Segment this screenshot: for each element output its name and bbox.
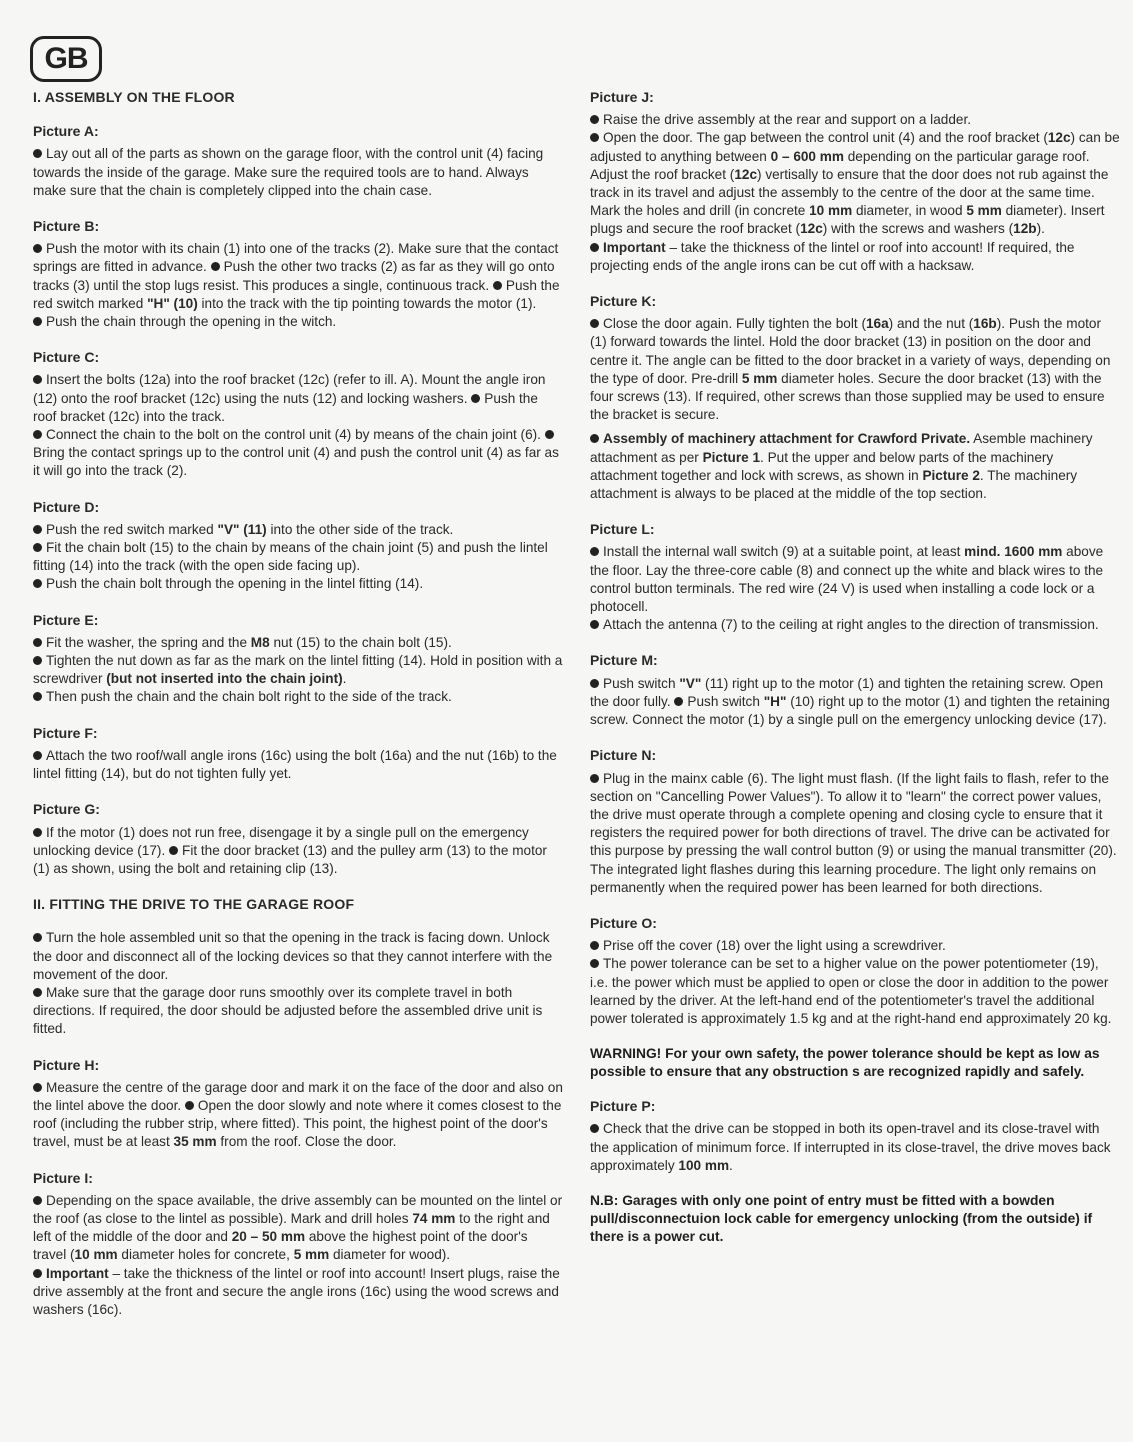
picture-b-title: Picture B: (33, 218, 100, 235)
bullet-icon (493, 281, 502, 290)
picture-o-block (590, 914, 1120, 1028)
picture-p-title: Picture P: (590, 1098, 656, 1115)
bullet-icon (33, 244, 42, 253)
picture-l-block (590, 520, 1120, 634)
bullet-icon (590, 679, 599, 688)
nb-note-text: N.B: Garages with only one point of entry must be fitted with a bowden pull/disconnectuion lock cable for emergency unlocking (from the outside) if there is a power cut. (590, 1192, 1093, 1244)
bullet-icon (590, 620, 599, 629)
bullet-icon (674, 697, 683, 706)
bullet-icon (33, 1083, 42, 1092)
picture-i-text-2: Important – take the thickness of the lintel or roof into account! Insert plugs, raise the drive assembly at the front and secure the angle irons (16c) using the wood screws and washers (16c). (33, 1265, 560, 1317)
section-2-intro (33, 929, 563, 1038)
bullet-icon (545, 430, 554, 439)
bullet-icon (33, 751, 42, 760)
picture-c-text-2: Connect the chain to the bolt on the control unit (4) by means of the chain joint (6). Bring the contact springs up to the control unit (4) and push the control unit (4) as far as it will go into the track (2). (33, 427, 559, 479)
picture-h-block (33, 1056, 563, 1152)
picture-l-text-2: Attach the antenna (7) to the ceiling at right angles to the direction of transmission. (590, 616, 1120, 634)
picture-f-title: Picture F: (33, 724, 98, 741)
picture-e-block (33, 611, 563, 707)
bullet-icon (471, 394, 480, 403)
picture-d-text: Push the red switch marked "V" (11) into the other side of the track. (33, 521, 563, 539)
bullet-icon (590, 941, 599, 950)
picture-f-block (33, 724, 563, 784)
bullet-icon (33, 149, 42, 158)
picture-k-title: Picture K: (590, 293, 657, 310)
picture-e-text-2: Tighten the nut down as far as the mark on the lintel fitting (14). Hold in position with a screwdriver (but not inserted into the chain joint). (33, 653, 563, 687)
picture-k-text: Close the door again. Fully tighten the bolt (16a) and the nut (16b). Push the motor (1) forward towards the lintel. Hold the door bracket (13) in position on the door and centre it. The angle can be fitted to the door bracket in a variety of ways, depending on the type of door. Pre-drill 5 mm diameter holes. Secure the door bracket (13) with the four screws (13). If required, other screws than those supplied may be used to ensure the bracket is secure. (590, 316, 1111, 423)
bullet-icon (590, 547, 599, 556)
bullet-icon (33, 692, 42, 701)
picture-p-block (590, 1097, 1120, 1175)
section-2-text: Turn the hole assembled unit so that the opening in the track is facing down. Unlock the door and disconnect all of the locking devices so that they cannot interfere with the movement of the door. (33, 930, 553, 982)
picture-g-title: Picture G: (33, 801, 100, 818)
picture-d-text-2: Fit the chain bolt (15) to the chain by means of the chain joint (5) and push the lintel fitting (14) into the track (with the open side facing up). (33, 540, 548, 574)
picture-l-title: Picture L: (590, 521, 655, 538)
bullet-icon (590, 133, 599, 142)
bullet-icon (169, 846, 178, 855)
bullet-icon (590, 319, 599, 328)
picture-a-text: Lay out all of the parts as shown on the garage floor, with the control unit (4) facing towards the inside of the garage. Make sure the required tools are to hand. Always make sure that the chain is completely clipped into the chain case. (33, 146, 544, 198)
right-column (590, 88, 1120, 1262)
picture-j-block (590, 88, 1120, 275)
bullet-icon (33, 1269, 42, 1278)
picture-n-block (590, 746, 1120, 897)
bullet-icon (33, 375, 42, 384)
picture-h-title: Picture H: (33, 1056, 100, 1073)
picture-j-title: Picture J: (590, 89, 654, 105)
picture-k-text-2: Assembly of machinery attachment for Crawford Private. Asemble machinery attachment as per Picture 1. Put the upper and below parts of the machinery attachment together and lock with screws, as shown in Picture 2. The machinery attachment is always to be placed at the middle of the top section. (590, 431, 1093, 502)
section-title-assembly-floor: I. ASSEMBLY ON THE FLOOR (33, 89, 235, 105)
picture-c-block (33, 348, 563, 480)
picture-o-text: Prise off the cover (18) over the light using a screwdriver. (590, 937, 1120, 955)
bullet-icon (590, 243, 599, 252)
picture-i-title: Picture I: (33, 1169, 93, 1186)
picture-n-title: Picture N: (590, 747, 657, 764)
bullet-icon (33, 638, 42, 647)
picture-f-text: Attach the two roof/wall angle irons (16c) using the bolt (16a) and the nut (16b) to the lintel fitting (14), but do not tighten fully yet. (33, 747, 557, 782)
picture-d-text-3: Push the chain bolt through the opening in the lintel fitting (14). (33, 575, 563, 593)
section-title-fitting-drive: II. FITTING THE DRIVE TO THE GARAGE ROOF (33, 896, 355, 913)
picture-c-title: Picture C: (33, 349, 100, 366)
bullet-icon (590, 959, 599, 968)
bullet-icon (33, 543, 42, 552)
picture-i-block (33, 1169, 563, 1320)
bullet-icon (33, 525, 42, 534)
picture-c-text: Insert the bolts (12a) into the roof bracket (12c) (refer to ill. A). Mount the angle iron (12) onto the roof bracket (12c) using the nuts (12) and locking washers. Push the roof bracket (12c) into the track. (33, 372, 546, 424)
gb-language-badge: GB (30, 36, 102, 82)
picture-a-title: Picture A: (33, 123, 99, 140)
picture-h-text: Measure the centre of the garage door and mark it on the face of the door and also on the lintel above the door. Open the door slowly and note where it comes closest to the roof (including the rubber strip, where fitted). This point, the highest point of the door's travel, must be at least 35 mm from the roof. Close the door. (33, 1079, 563, 1150)
picture-m-block (590, 651, 1120, 729)
bullet-icon (590, 115, 599, 124)
picture-g-block (33, 800, 563, 878)
picture-b-block (33, 217, 563, 331)
picture-m-title: Picture M: (590, 652, 658, 669)
bullet-icon (33, 430, 42, 439)
picture-m-text: Push switch "V" (11) right up to the motor (1) and tighten the retaining screw. Open the door fully. Push switch "H" (10) right up to the motor (1) and tighten the retaining screw. Connect the motor (1) by a single pull on the emergency unlocking device (17). (590, 675, 1110, 728)
picture-e-text-3: Then push the chain and the chain bolt right to the side of the track. (33, 688, 563, 706)
picture-g-text: If the motor (1) does not run free, disengage it by a single pull on the emergency unlocking device (17). Fit the door bracket (13) and the pulley arm (13) to the motor (1) as shown, using the bolt and retaining clip (13). (33, 824, 547, 876)
picture-o-text-2: The power tolerance can be set to a higher value on the power potentiometer (19), i.e. the power which must be applied to open or close the door in addition to the power learned by the driver. At the left-hand end of the potentiometer's travel the additional power tolerated is approximately 1.5 kg and at the right-hand end approximately 20 kg. (590, 956, 1112, 1026)
picture-j-text: Raise the drive assembly at the rear and support on a ladder. (590, 111, 1120, 129)
picture-d-block (33, 498, 563, 594)
warning-text: WARNING! For your own safety, the power tolerance should be kept as low as possible to ensure that any obstruction s are recognized rapidly and safely. (590, 1046, 1100, 1080)
bullet-icon (185, 1101, 194, 1110)
section-2-text-2: Make sure that the garage door runs smoothly over its complete travel in both directions. If required, the door should be adjusted before the assembled drive unit is fitted. (33, 984, 543, 1037)
bullet-icon (33, 579, 42, 588)
bullet-icon (33, 317, 42, 326)
bullet-icon (590, 1124, 599, 1133)
picture-e-title: Picture E: (33, 611, 99, 628)
picture-b-text: Push the motor with its chain (1) into one of the tracks (2). Make sure that the contact springs are fitted in advance. Push the other two tracks (2) as far as they will go onto tracks (3) until the stop lugs resist. This produces a single, continuous track. Push the red switch marked "H" (10) into the track with the tip pointing towards the motor (1). (33, 241, 560, 311)
bullet-icon (33, 828, 42, 837)
picture-o-title: Picture O: (590, 914, 657, 931)
bullet-icon (33, 1196, 42, 1205)
bullet-icon (590, 774, 599, 783)
picture-l-text: Install the internal wall switch (9) at a suitable point, at least mind. 1600 mm above the floor. Lay the three-core cable (8) and connect up the white and black wires to the control button terminals. The red wire (24 V) is used when installing a code lock or a photocell. (590, 544, 1104, 615)
picture-d-title: Picture D: (33, 498, 100, 515)
bullet-icon (33, 988, 42, 997)
bullet-icon (211, 262, 220, 271)
picture-k-block (590, 292, 1120, 503)
bullet-icon (590, 434, 599, 443)
picture-j-text-3: Important – take the thickness of the lintel or roof into account! If required, the projecting ends of the angle irons can be cut off with a hacksaw. (590, 239, 1075, 273)
left-column (33, 88, 563, 1336)
picture-i-text: Depending on the space available, the drive assembly can be mounted on the lintel or the roof (as close to the lintel as possible). Mark and drill holes 74 mm to the right and left of the middle of the door and 20 – 50 mm above the highest point of the door's travel (10 mm diameter holes for concrete, 5 mm diameter for wood). (33, 1192, 563, 1263)
picture-j-text-2: Open the door. The gap between the control unit (4) and the roof bracket (12c) can be adjusted to anything between 0 – 600 mm depending on the particular garage roof. Adjust the roof bracket (12c) vertisally to ensure that the door does not rub against the track in its travel and adjust the assembly to the centre of the door at the same time. Mark the holes and drill (in concrete 10 mm diameter, in wood 5 mm diameter). Insert plugs and secure the roof bracket (12c) with the screws and washers (12b). (590, 130, 1120, 237)
picture-b-text-2: Push the chain through the opening in the witch. (33, 313, 563, 331)
bullet-icon (33, 933, 42, 942)
picture-e-text: Fit the washer, the spring and the M8 nut (15) to the chain bolt (15). (33, 634, 563, 652)
bullet-icon (33, 656, 42, 665)
picture-n-text: Plug in the mainx cable (6). The light must flash. (If the light fails to flash, refer to the section on "Cancelling Power Values"). To allow it to "learn" the correct power values, the drive must operate through a complete opening and closing cycle to ensure that it registers the required power for both directions of travel. The drive can be activated for this purpose by pressing the wall control button (9) or using the manual transmitter (20). The integrated light flashes during this learning procedure. The light only remains on permanently when the required power has been learned for both directions. (590, 770, 1117, 895)
picture-a-block (33, 122, 563, 200)
picture-p-text: Check that the drive can be stopped in both its open-travel and its close-travel with the application of minimum force. If interrupted in its close-travel, the drive moves back approximately 100 mm. (590, 1121, 1111, 1173)
